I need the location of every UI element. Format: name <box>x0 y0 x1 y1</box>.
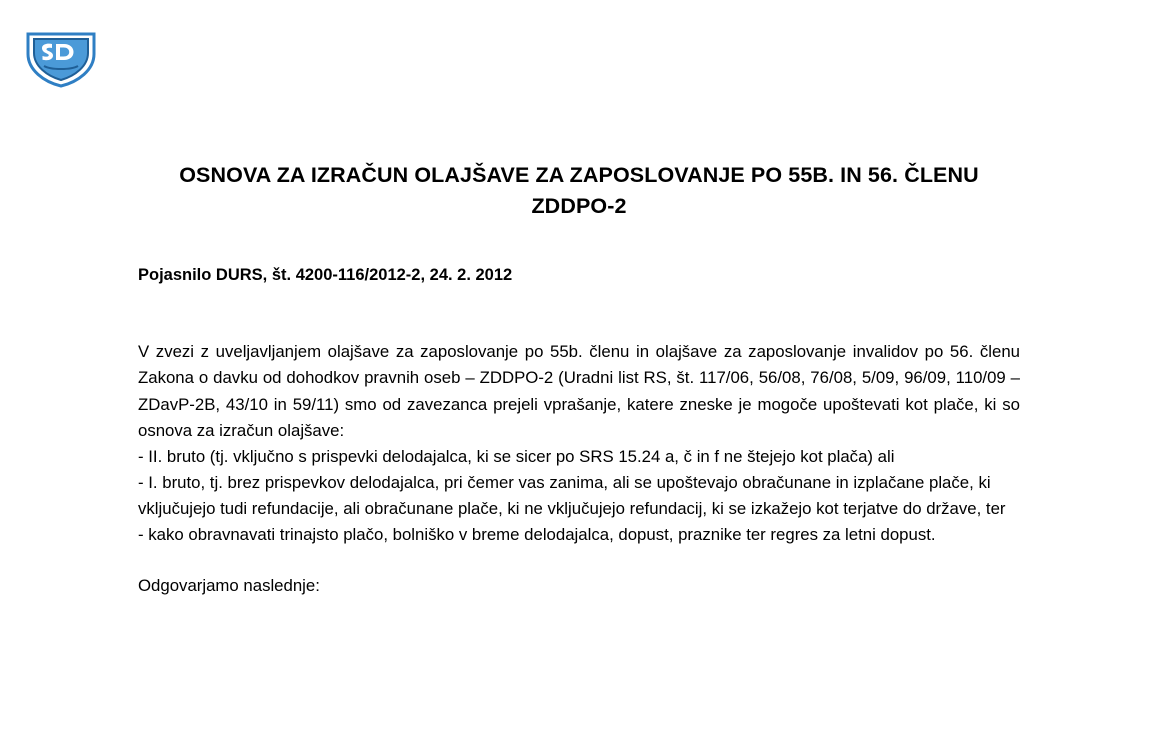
sd-shield-logo-icon <box>18 28 104 90</box>
paragraph-intro: V zvezi z uveljavljanjem olajšave za zaposlovanje po 55b. členu in olajšave za zaposlovanje invalidov po 56. členu Zakona o davku od dohodkov pravnih oseb – ZDDPO-2 (Uradni list RS, št. 117/06, 56/08, 76/08, 5/09, 96/09, 110/09 – ZDavP-2B, 43/10 in 59/11) smo od zavezanca prejeli vprašanje, katere zneske je mogoče upoštevati kot plače, ki so osnova za izračun olajšave: <box>138 342 1020 440</box>
paragraph-bullet-trinajsta-placa: - kako obravnavati trinajsto plačo, bolniško v breme delodajalca, dopust, praznike ter regres za letni dopust. <box>138 524 936 544</box>
paragraph-bullet-i-bruto: - I. bruto, tj. brez prispevkov delodajalca, pri čemer vas zanima, ali se upoštevajo obračunane in izplačane plače, ki vključujejo tudi refundacije, ali obračunane plače, ki ne vključujejo refundacij, ki se izkažejo kot terjatve do države, ter <box>138 472 1006 518</box>
paragraph-bullet-ii-bruto: - II. bruto (tj. vključno s prispevki delodajalca, ki se sicer po SRS 15.24 a, č in f ne štejejo kot plača) ali <box>138 446 895 466</box>
document-content <box>138 160 1020 599</box>
page-title: OSNOVA ZA IZRAČUN OLAJŠAVE ZA ZAPOSLOVANJE PO 55B. IN 56. ČLENU ZDDPO-2 <box>179 163 979 219</box>
paragraph-answer-intro: Odgovarjamo naslednje: <box>138 575 320 595</box>
paragraph-spacer <box>138 548 1020 573</box>
document-body <box>138 339 1020 598</box>
document-subtitle: Pojasnilo DURS, št. 4200-116/2012-2, 24. 2. 2012 <box>138 266 513 285</box>
